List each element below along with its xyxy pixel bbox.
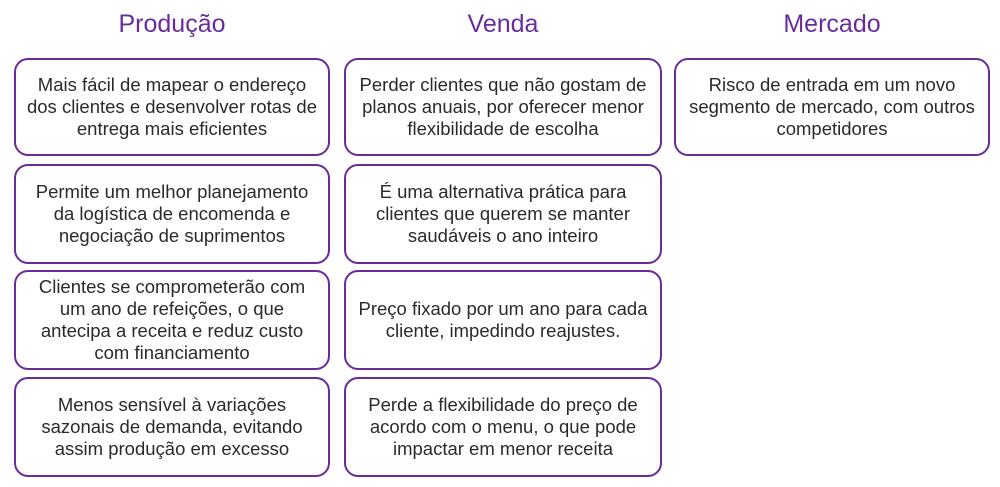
card-producao-3 [14, 270, 330, 370]
card-text: Risco de entrada em um novo segmento de mercado, com outros competidores [689, 74, 975, 139]
card-producao-1 [14, 58, 330, 156]
column-title-mercado: Mercado [783, 10, 881, 38]
column-title-venda: Venda [467, 10, 539, 38]
card-text: Permite um melhor planejamento da logística de encomenda e negociação de suprimentos [35, 181, 309, 246]
card-text: Perde a flexibilidade do preço de acordo com o menu, o que pode impactar em menor receita [368, 394, 638, 459]
column-title-producao: Produção [118, 10, 226, 38]
card-venda-4 [344, 377, 662, 477]
card-text: É uma alternativa prática para clientes que querem se manter saudáveis o ano inteiro [376, 181, 630, 246]
card-venda-3 [344, 270, 662, 370]
card-text: Preço fixado por um ano para cada cliente, impedindo reajustes. [358, 298, 648, 341]
card-venda-2 [344, 164, 662, 264]
card-text: Mais fácil de mapear o endereço dos clientes e desenvolver rotas de entrega mais eficientes [26, 74, 317, 139]
card-text: Perder clientes que não gostam de planos anuais, por oferecer menor flexibilidade de escolha [359, 74, 647, 139]
card-producao-2 [14, 164, 330, 264]
card-text: Clientes se comprometerão com um ano de refeições, o que antecipa a receita e reduz custo com financiamento [38, 276, 306, 363]
card-venda-1 [344, 58, 662, 156]
card-text: Menos sensível à variações sazonais de demanda, evitando assim produção em excesso [41, 394, 303, 459]
card-mercado-1 [674, 58, 990, 156]
card-producao-4 [14, 377, 330, 477]
